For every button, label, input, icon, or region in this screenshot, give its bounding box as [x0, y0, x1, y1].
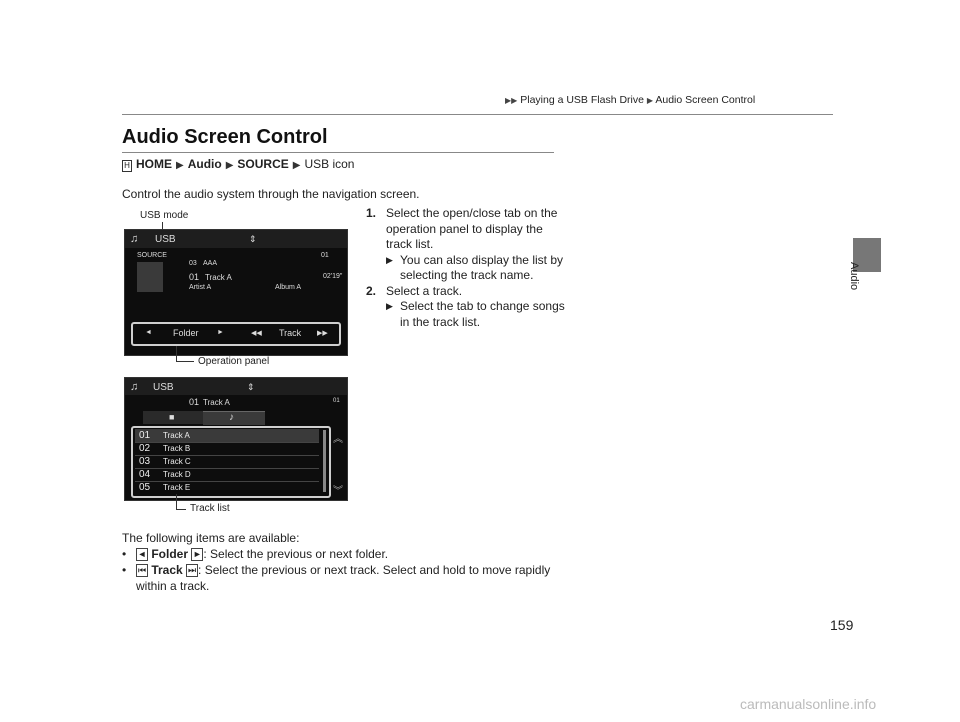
step-text: Select a track. — [386, 283, 463, 298]
track-list-item[interactable]: 03 Track C — [135, 455, 319, 469]
callout-usb-mode: USB mode — [140, 210, 189, 221]
prev-folder-icon[interactable]: ◄ — [145, 329, 152, 336]
folder-button[interactable]: Folder — [173, 328, 199, 338]
track-name[interactable]: Track A — [203, 398, 230, 407]
album-name: Album A — [275, 284, 302, 291]
folder-number: 03 — [189, 260, 197, 267]
navigation-path — [122, 157, 354, 172]
callout-line — [176, 361, 194, 362]
page-title: Audio Screen Control — [122, 126, 328, 148]
scroll-down-icon[interactable]: ︾ — [333, 486, 343, 497]
scroll-up-icon[interactable]: ︽ — [333, 434, 343, 445]
tab-folder[interactable] — [143, 411, 203, 424]
step-note: You can also display the list by — [400, 252, 563, 267]
chapter-tab-label: Audio — [848, 262, 860, 291]
nav-audio: Audio — [187, 157, 222, 171]
tab-track[interactable] — [203, 411, 265, 425]
track-number: 01 — [189, 397, 200, 407]
nav-home: HOME — [136, 157, 172, 171]
track-counter: 01 — [333, 398, 340, 404]
next-folder-icon: ► — [192, 549, 202, 560]
folder-desc: : Select the previous or next folder. — [203, 547, 389, 561]
artist-name: Artist A — [189, 284, 212, 291]
callout-line — [176, 346, 177, 362]
prev-folder-icon: ◄ — [137, 549, 147, 560]
step-text: track list. — [386, 237, 434, 251]
triangle-right-icon: ▶ — [225, 160, 234, 171]
track-list-item[interactable]: 05 Track E — [139, 482, 191, 493]
list-item — [122, 546, 562, 562]
track-desc-cont: within a track. — [136, 579, 210, 593]
music-note-icon: ♫ — [130, 233, 139, 245]
page-number: 159 — [830, 617, 854, 633]
skip-back-icon[interactable]: ◀◀ — [251, 330, 262, 337]
triangle-right-icon: ▶ — [386, 301, 393, 311]
track-button[interactable]: Track — [279, 328, 302, 338]
step-text: operation panel to display the — [386, 221, 543, 236]
audio-screen-tracklist — [124, 377, 348, 501]
step-text: Select the open/close tab on the — [386, 206, 558, 220]
breadcrumb — [505, 94, 755, 106]
breadcrumb-item[interactable]: Playing a USB Flash Drive — [520, 94, 644, 106]
track-desc: : Select the previous or next track. Select and hold to move rapidly — [198, 563, 551, 577]
folder-icon: ■ — [169, 412, 175, 422]
usb-icon — [137, 262, 163, 292]
folder-name: AAA — [203, 260, 218, 267]
music-note-icon: ♫ — [130, 381, 139, 393]
intro-text: Control the audio system through the navigation screen. — [122, 187, 420, 201]
scrollbar[interactable] — [323, 430, 326, 492]
folder-word: Folder — [151, 547, 189, 561]
callout-track-list: Track list — [190, 503, 230, 514]
available-items — [122, 530, 562, 594]
usb-mode-label: USB — [153, 382, 174, 393]
triangle-right-icon: ▶ — [646, 96, 654, 105]
available-lead: The following items are available: — [122, 531, 300, 545]
usb-icon: ⇕ — [249, 234, 257, 244]
home-icon: H — [122, 160, 132, 172]
operation-panel[interactable] — [131, 322, 341, 346]
callout-line — [176, 509, 186, 510]
step-note: selecting the track name. — [400, 268, 534, 282]
nav-source: SOURCE — [237, 157, 289, 171]
triangle-right-icon: ▶ — [176, 160, 184, 171]
callout-line — [176, 494, 177, 510]
step-note: in the track list. — [400, 314, 481, 329]
usb-mode-label: USB — [155, 234, 176, 245]
usb-icon: ⇕ — [247, 382, 255, 392]
next-folder-icon[interactable]: ► — [217, 329, 224, 336]
elapsed-time: 02'19" — [323, 273, 343, 280]
triangle-right-icon: ▶ — [386, 254, 393, 265]
callout-operation-panel: Operation panel — [198, 356, 270, 367]
breadcrumb-item[interactable]: Audio Screen Control — [655, 94, 756, 106]
skip-back-icon: ⏮ — [137, 565, 147, 576]
nav-usb: USB icon — [304, 157, 355, 171]
track-list-item[interactable]: 02 Track B — [135, 442, 319, 456]
source-button[interactable]: SOURCE — [137, 252, 167, 259]
track-counter: 01 — [321, 252, 329, 259]
track-list-item[interactable]: 01 Track A — [135, 429, 319, 443]
triangle-right-icon: ▶ — [292, 160, 301, 171]
list-item — [122, 562, 562, 594]
triangle-right-icon: ▶▶ — [505, 96, 518, 105]
skip-forward-icon[interactable]: ▶▶ — [317, 330, 328, 337]
track-word: Track — [151, 563, 183, 577]
track-number: 01 — [189, 272, 200, 282]
steps-list — [366, 206, 566, 330]
title-rule — [122, 152, 554, 153]
audio-screen-main — [124, 229, 348, 356]
step-number: 2. — [366, 283, 377, 298]
step-note: Select the tab to change songs — [400, 299, 565, 313]
header-rule — [122, 114, 833, 115]
watermark: carmanualsonline.info — [740, 696, 877, 712]
track-name[interactable]: Track A — [205, 273, 232, 282]
music-note-icon: ♪ — [229, 412, 234, 423]
skip-forward-icon: ⏭ — [187, 565, 197, 576]
step-number: 1. — [366, 206, 377, 220]
track-list-item[interactable]: 04 Track D — [135, 468, 319, 482]
